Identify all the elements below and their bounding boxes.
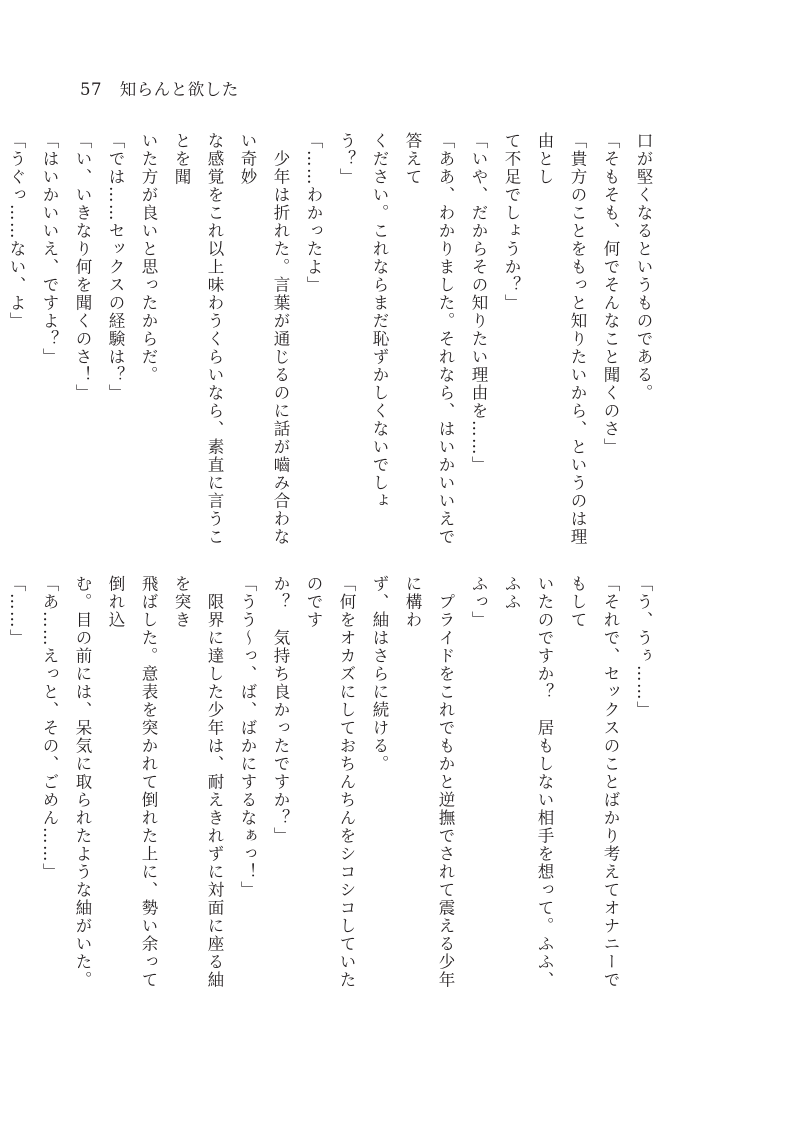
text-line: 「……わかったよ」	[304, 132, 323, 294]
running-head	[80, 76, 239, 100]
text-line: 「うぐっ……ない、よ」	[7, 132, 26, 330]
text-line: 「では……セックスの経験は？」	[106, 132, 125, 402]
text-line: 「貴方のことをもっと知りたいから、というのは理由とし	[535, 132, 587, 546]
text-line: 少年は折れた。言葉が通じるのに話が嚙み合わない奇妙	[238, 132, 290, 546]
text-line: 口が堅くなるというものである。	[634, 132, 653, 402]
text-line: む。目の前には、呆気に取られたような紬がいた。	[73, 575, 92, 989]
text-line: 「うう〜っ、ば、ばかにするなぁっ！」	[238, 575, 257, 899]
text-line: 限界に達した少年は、耐えきれずに対面に座る紬を突き	[172, 575, 224, 989]
text-line: 「いや、だからその知りたい理由を……」	[469, 132, 488, 474]
text-line: 「何をオカズにしておちんちんをシコシコしていたのです	[304, 575, 356, 989]
text-line: 「う、うぅ……」	[634, 575, 653, 719]
text-line: ず、紬はさらに続ける。	[370, 575, 389, 773]
text-line: 「……」	[7, 575, 26, 647]
chapter-title: 知らんと欲した	[119, 80, 239, 99]
text-line: 「あ……えっと、その、ごめん……」	[40, 575, 59, 881]
text-line: ください。これならまだ恥ずかしくないでしょう？」	[337, 132, 389, 510]
text-line: か？ 気持ち良かったですか？」	[271, 575, 290, 845]
text-line: いた方が良いと思ったからだ。	[139, 132, 158, 384]
text-line: 「それで、セックスのことばかり考えてオナニーでもして	[568, 575, 620, 989]
text-line: な感覚をこれ以上味わうくらいなら、素直に言うことを聞	[172, 132, 224, 546]
text-line: 「い、いきなり何を聞くのさ！」	[73, 132, 92, 402]
text-block-upper	[7, 132, 660, 548]
text-line: 「ああ、わかりました。それなら、はいかいいえで答えて	[403, 132, 455, 546]
text-block-lower	[7, 575, 660, 1005]
text-line: 「そもそも、何でそんなこと聞くのさ」	[601, 132, 620, 456]
text-line: て不足でしょうか？」	[502, 132, 521, 312]
text-line: 「はいかいいえ、ですよ？」	[40, 132, 59, 366]
text-line: ふっ」	[469, 575, 488, 629]
page-number: 57	[80, 80, 102, 99]
text-line: プライドをこれでもかと逆撫でされて震える少年に構わ	[403, 575, 455, 989]
text-line: 飛ばした。意表を突かれて倒れた上に、勢い余って倒れ込	[106, 575, 158, 989]
text-line: いたのですか？ 居もしない相手を想って。ふふ、ふふ	[502, 575, 554, 989]
